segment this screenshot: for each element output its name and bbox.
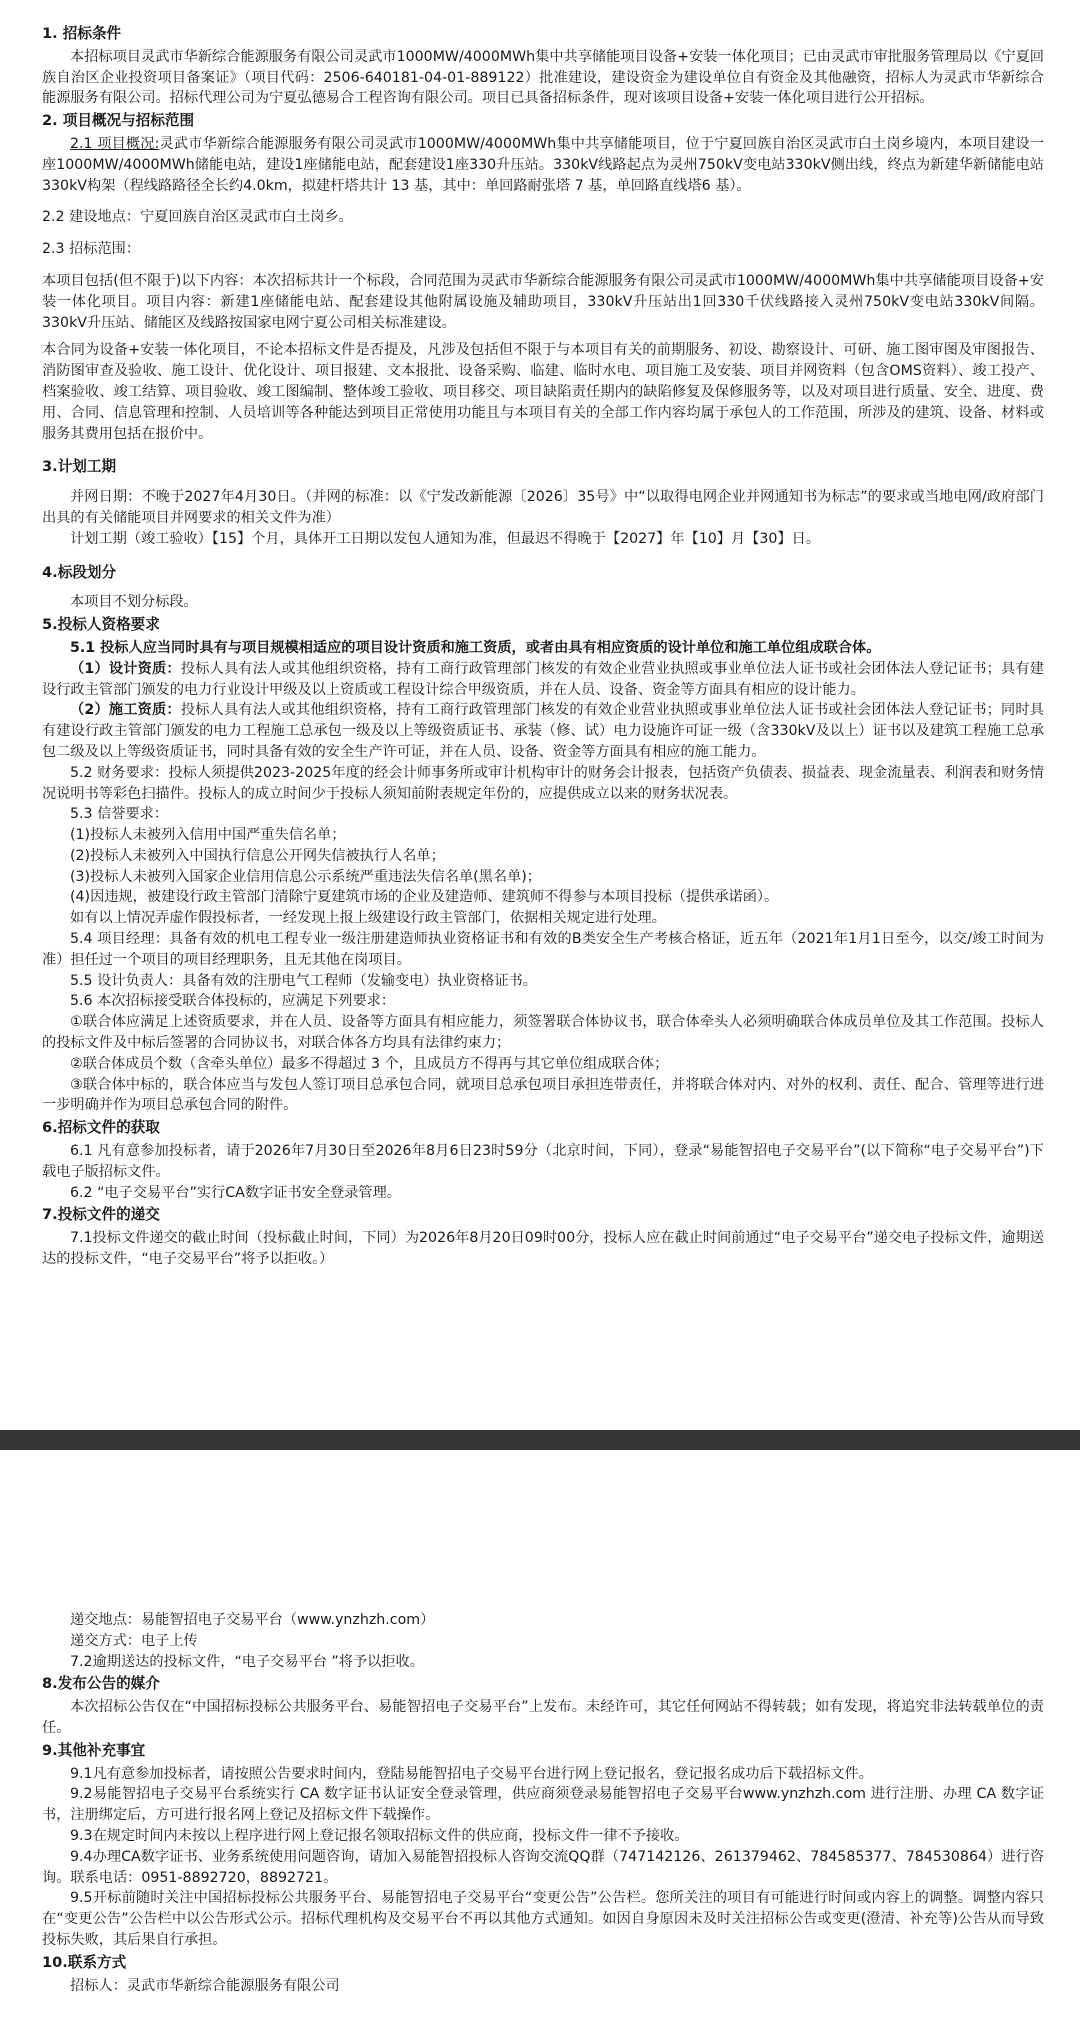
section-2-heading: 2. 项目概况与招标范围 [42, 112, 195, 130]
section-5-4: 5.4 项目经理：具备有效的机电工程专业一级注册建造师执业资格证书和有效的B类安全生产考核合格证，近五年（2021年1月1日至今，以交/竣工时间为准）担任过一个项目的项目经理职务，且无其他在岗项目。 [42, 931, 1044, 968]
design-qualification-text: 投标人具有法人或其他组织资格，持有工商行政管理部门核发的有效企业营业执照或事业单位法人证书或社会团体法人登记证书；具有建设行政主管部门颁发的电力行业设计甲级及以上资质或工程设计综合甲级资质，并在人员、设备、资金等方面具有相应的设计能力。 [42, 660, 1044, 698]
tenderer-contact: 招标人：灵武市华新综合能源服务有限公司 [70, 1977, 340, 1994]
section-1-heading: 1. 招标条件 [42, 25, 122, 42]
section-4-heading: 4.标段划分 [42, 563, 117, 581]
section-4-body: 本项目不划分标段。 [70, 594, 198, 611]
section-5-1-design [42, 659, 1044, 701]
document-page-2 [0, 1450, 1080, 2039]
section-5-6: 5.6 本次招标接受联合体投标的，应满足下列要求： [70, 993, 396, 1010]
section-5-1: 5.1 投标人应当同时具有与项目规模相适应的项目设计资质和施工资质，或者由具有相应资质的设计单位和施工单位组成联合体。 [70, 639, 881, 656]
section-9-5: 9.5开标前随时关注中国招标投标公共服务平台、易能智招电子交易平台“变更公告”公告栏。您所关注的项目有可能进行时间或内容上的调整。调整内容只在“变更公告”公告栏中以公告形式公示。招标代理机构及交易平台不再以其他方式通知。如因自身原因未及时关注招标公告或变更(澄清、补充等)公告从而导致投标失败，其后果自行承担。 [42, 1890, 1044, 1948]
section-2-1-text: 灵武市华新综合能源服务有限公司灵武市1000MW/4000MWh集中共享储能项目，位于宁夏回族自治区灵武市白土岗乡境内，本项目建设一座1000MW/4000MWh储能电站，建设1座储能电站，配套建设1座330升压站。330kV线路起点为灵州750kV变电站330kV侧出线，终点为新建华新储能电站330kV构架（程线路路径全长约4.0km，拟建杆塔共计 13 基，其中：单回路耐张塔 7 基，单回路直线塔6 基）。 [42, 135, 1044, 194]
submission-location: 递交地点：易能智招电子交易平台（www.ynzhzh.com） [70, 1612, 435, 1628]
section-1-body: 本招标项目灵武市华新综合能源服务有限公司灵武市1000MW/4000MWh集中共享储能项目设备+安装一体化项目；已由灵武市审批服务管理局以《宁夏回族自治区企业投资项目备案证》（项目代码：2506-640181-04-01-889122）批准建设，建设资金为建设单位自有资金及其他融资，招标人为灵武市华新综合能源服务有限公司。招标代理公司为宁夏弘德易合工程咨询有限公司。项目已具备招标条件，现对该项目设备+安装一体化项目进行公开招标。 [42, 48, 1044, 107]
credit-item-2: (2)投标人未被列入中国执行信息公开网失信被执行人名单； [70, 847, 445, 864]
credit-item-1: (1)投标人未被列入信用中国严重失信名单； [70, 827, 346, 844]
section-9-3: 9.3在规定时间内未按以上程序进行网上登记报名领取招标文件的供应商，投标文件一律不予接收。 [70, 1827, 689, 1844]
construction-qualification-label: （2）施工资质： [70, 702, 181, 719]
consortium-item-1: ①联合体应满足上述资质要求，并在人员、设备等方面具有相应能力，须签署联合体协议书，联合体牵头人必须明确联合体成员单位及其工作范围。投标人的投标文件及中标后签署的合同协议书，对联合体各方均具有法律约束力； [42, 1014, 1044, 1052]
section-2-1 [42, 134, 1044, 196]
section-7-1: 7.1投标文件递交的截止时间（投标截止时间，下同）为2026年8月20日09时00分，投标人应在截止时间前通过“电子交易平台”递交电子投标文件，逾期送达的投标文件，“电子交易平台”将予以拒收。） [42, 1230, 1044, 1268]
section-8-heading: 8.发布公告的媒介 [42, 1675, 160, 1693]
section-3-heading: 3.计划工期 [42, 458, 117, 476]
section-9-heading: 9.其他补充事宜 [42, 1741, 146, 1759]
section-2-3: 2.3 招标范围： [42, 241, 141, 258]
credit-note: 如有以上情况弄虚作假投标者，一经发现上报上级建设行政主管部门，依据相关规定进行处理。 [70, 910, 666, 927]
section-6-2: 6.2 “电子交易平台”实行CA数字证书安全登录管理。 [70, 1184, 401, 1201]
section-2-2: 2.2 建设地点：宁夏回族自治区灵武市白土岗乡。 [42, 209, 353, 226]
submission-method: 递交方式：电子上传 [70, 1632, 198, 1649]
section-2-3-scope: 本项目包括(但不限于)以下内容：本次招标共计一个标段，合同范围为灵武市华新综合能源服务有限公司灵武市1000MW/4000MWh集中共享储能项目设备+安装一体化项目。项目内容：新建1座储能电站、配套建设其他附属设施及辅助项目，330kV升压站出1回330千伏线路接入灵州750kV变电站330kV间隔。330kV升压站、储能区及线路按国家电网宁夏公司相关标准建设。 [42, 272, 1044, 331]
section-5-2: 5.2 财务要求：投标人须提供2023-2025年度的经会计师事务所或审计机构审计的财务会计报表，包括资产负债表、损益表、现金流量表、利润表和财务情况说明书等彩色扫描件。投标人的成立时间少于投标人须知前附表规定年份的，应提供成立以来的财务状况表。 [42, 764, 1044, 802]
section-8-body: 本次招标公告仅在“中国招标投标公共服务平台、易能智招电子交易平台”上发布。未经许可，其它任何网站不得转载；如有发现，将追究非法转载单位的责任。 [42, 1699, 1044, 1736]
section-5-heading: 5.投标人资格要求 [42, 616, 160, 634]
design-qualification-label: （1）设计资质： [70, 660, 181, 677]
section-2-1-label: 2.1 项目概况: [70, 135, 160, 152]
credit-item-4: (4)因违规，被建设行政主管部门清除宁夏建筑市场的企业及建造师、建筑师不得参与本项目投标（提供承诺函）。 [70, 889, 779, 906]
consortium-item-3: ③联合体中标的，联合体应当与发包人签订项目总承包合同，就项目总承包项目承担连带责任，并将联合体对内、对外的权利、责任、配合、管理等进行进一步明确并作为项目总承包合同的附件。 [42, 1076, 1044, 1114]
section-2-3-contract: 本合同为设备+安装一体化项目，不论本招标文件是否提及，凡涉及包括但不限于与本项目有关的前期服务、初设、勘察设计、可研、施工图审图及审图报告、消防图审查及验收、施工设计、优化设计、项目报建、文本报批、设备采购、临建、临时水电、项目施工及安装、项目并网资料（包含OMS资料）、竣工投产、档案验收、竣工结算、项目验收、竣工图编制、整体竣工验收、项目移交、项目缺陷责任期内的缺陷修复及保修服务等，以及对项目进行质量、安全、进度、费用、合同、信息管理和控制、人员培训等各种能达到项目正常使用功能且与本项目有关的全部工作内容均属于承包人的工作范围，所涉及的建筑、设备、材料或服务其费用包括在报价中。 [42, 342, 1044, 442]
section-9-1: 9.1凡有意参加投标者，请按照公告要求时间内，登陆易能智招电子交易平台进行网上登记报名，登记报名成功后下载招标文件。 [70, 1765, 873, 1782]
consortium-item-2: ②联合体成员个数（含牵头单位）最多不得超过 3 个，且成员方不得再与其它单位组成联合体； [70, 1055, 669, 1072]
section-7-heading: 7.投标文件的递交 [42, 1206, 160, 1224]
section-10-heading: 10.联系方式 [42, 1953, 127, 1971]
page-divider [0, 1430, 1080, 1450]
section-3-grid-date: 并网日期：不晚于2027年4月30日。（并网的标准：以《宁发改新能源〔2026〕35号》中“以取得电网企业并网通知书为标志”的要求或当地电网/政府部门出具的有关储能项目并网要求的相关文件为准） [42, 489, 1044, 526]
section-7-2: 7.2逾期送达的投标文件，“电子交易平台 ”将予以拒收。 [70, 1653, 424, 1670]
section-6-1: 6.1 凡有意参加投标者，请于2026年7月30日至2026年8月6日23时59分（北京时间，下同），登录“易能智招电子交易平台”(以下简称“电子交易平台”)下载电子版招标文件。 [42, 1143, 1044, 1180]
section-5-5: 5.5 设计负责人：具备有效的注册电气工程师（发输变电）执业资格证书。 [70, 972, 537, 989]
section-5-3: 5.3 信誉要求： [70, 806, 169, 823]
section-5-1-construction [42, 700, 1044, 762]
section-3-duration: 计划工期（竣工验收）【15】个月，具体开工日期以发包人通知为准，但最迟不得晚于【2027】年【10】月【30】日。 [70, 530, 820, 547]
section-9-4: 9.4办理CA数字证书、业务系统使用问题咨询，请加入易能智招投标人咨询交流QQ群（747142126、261379462、784585377、784530864）进行咨询。联系电话：0951-8892720，8892721。 [42, 1848, 1044, 1886]
section-6-heading: 6.招标文件的获取 [42, 1119, 160, 1137]
construction-qualification-text: 投标人具有法人或其他组织资格，持有工商行政管理部门核发的有效企业营业执照或事业单位法人证书或社会团体法人登记证书；同时具有建设行政主管部门颁发的电力工程施工总承包一级及以上等级资质证书、承装（修、试）电力设施许可证一级（含330kV及以上）证书以及建筑工程施工总承包二级及以上等级资质证书，同时具备有效的安全生产许可证，并在人员、设备、资金等方面具有相应的施工能力。 [42, 702, 1044, 760]
credit-item-3: (3)投标人未被列入国家企业信用信息公示系统严重违法失信名单(黑名单)； [70, 868, 541, 885]
section-9-2: 9.2易能智招电子交易平台系统实行 CA 数字证书认证安全登录管理，供应商须登录易能智招电子交易平台www.ynzhzh.com 进行注册、办理 CA 数字证书，注册绑定后，方可进行报名网上登记及招标文件下载操作。 [42, 1786, 1044, 1824]
